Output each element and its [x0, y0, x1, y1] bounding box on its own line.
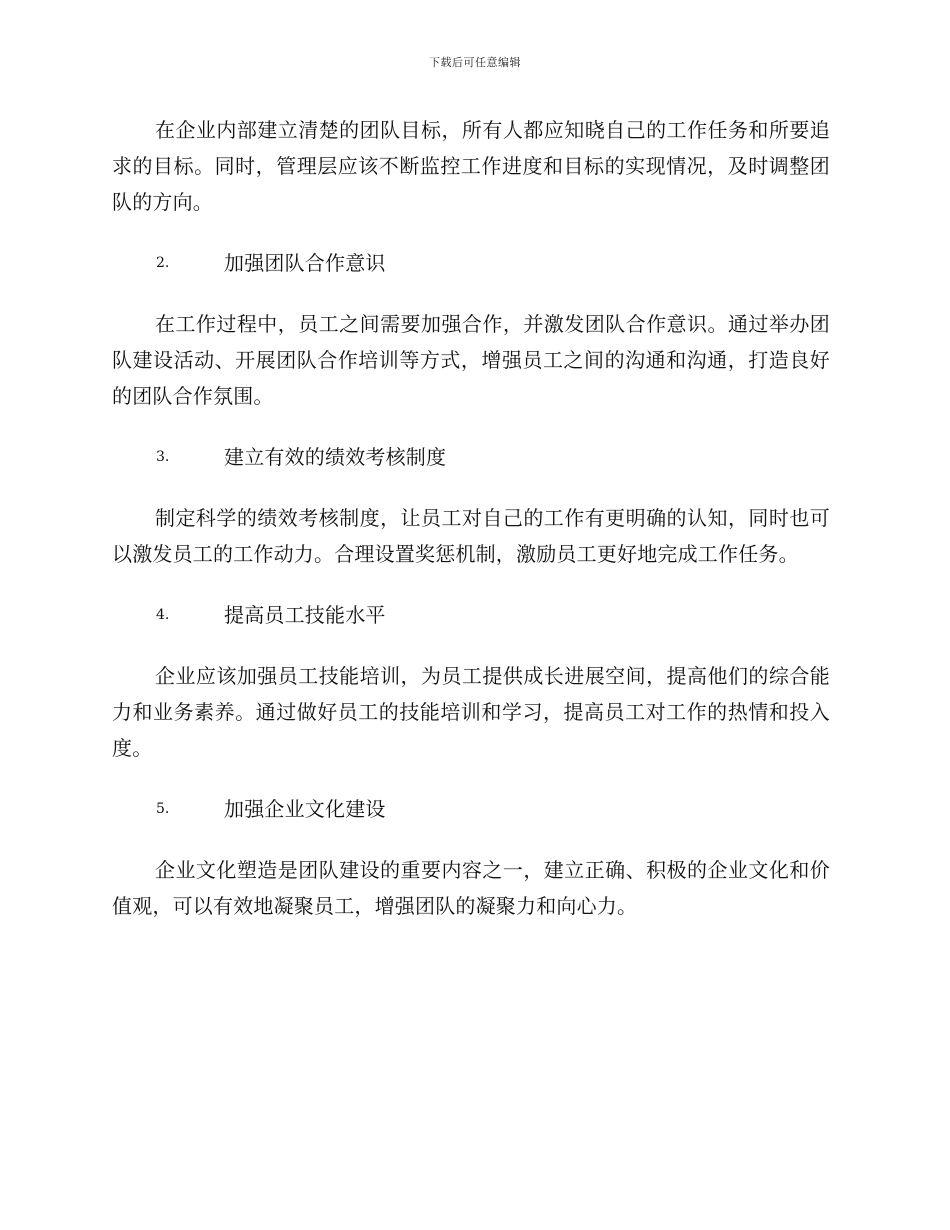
section-3-paragraph: 制定科学的绩效考核制度，让员工对自己的工作有更明确的认知，同时也可以激发员工的工作动力。合理设置奖惩机制，激励员工更好地完成工作任务。 — [112, 506, 830, 566]
section-2-title: 加强团队合作意识 — [224, 251, 386, 275]
section-5-paragraph: 企业文化塑造是团队建设的重要内容之一，建立正确、积极的企业文化和价值观，可以有效地凝聚员工，增强团队的凝聚力和向心力。 — [112, 858, 830, 918]
section-4-paragraph: 企业应该加强员工技能培训，为员工提供成长进展空间，提高他们的综合能力和业务素养。通过做好员工的技能培训和学习，提高员工对工作的热情和投入度。 — [112, 664, 830, 760]
section-5-number: 5. — [156, 801, 170, 817]
section-2-number: 2. — [156, 255, 170, 271]
section-3-number: 3. — [156, 449, 170, 465]
section-1-paragraph: 在企业内部建立清楚的团队目标，所有人都应知晓自己的工作任务和所要追求的目标。同时，管理层应该不断监控工作进度和目标的实现情况，及时调整团队的方向。 — [112, 118, 830, 214]
section-4-title: 提高员工技能水平 — [224, 603, 386, 627]
section-4-heading — [112, 597, 830, 633]
section-2-heading — [112, 245, 830, 281]
section-2-paragraph: 在工作过程中，员工之间需要加强合作，并激发团队合作意识。通过举办团队建设活动、开展团队合作培训等方式，增强员工之间的沟通和沟通，打造良好的团队合作氛围。 — [112, 312, 830, 408]
section-3-title: 建立有效的绩效考核制度 — [224, 445, 447, 469]
page-header: 下载后可任意编辑 — [429, 56, 521, 69]
section-4-number: 4. — [156, 607, 170, 623]
section-5-title: 加强企业文化建设 — [224, 797, 386, 821]
section-3-heading — [112, 439, 830, 475]
document-body — [112, 112, 830, 924]
section-5-heading — [112, 791, 830, 827]
